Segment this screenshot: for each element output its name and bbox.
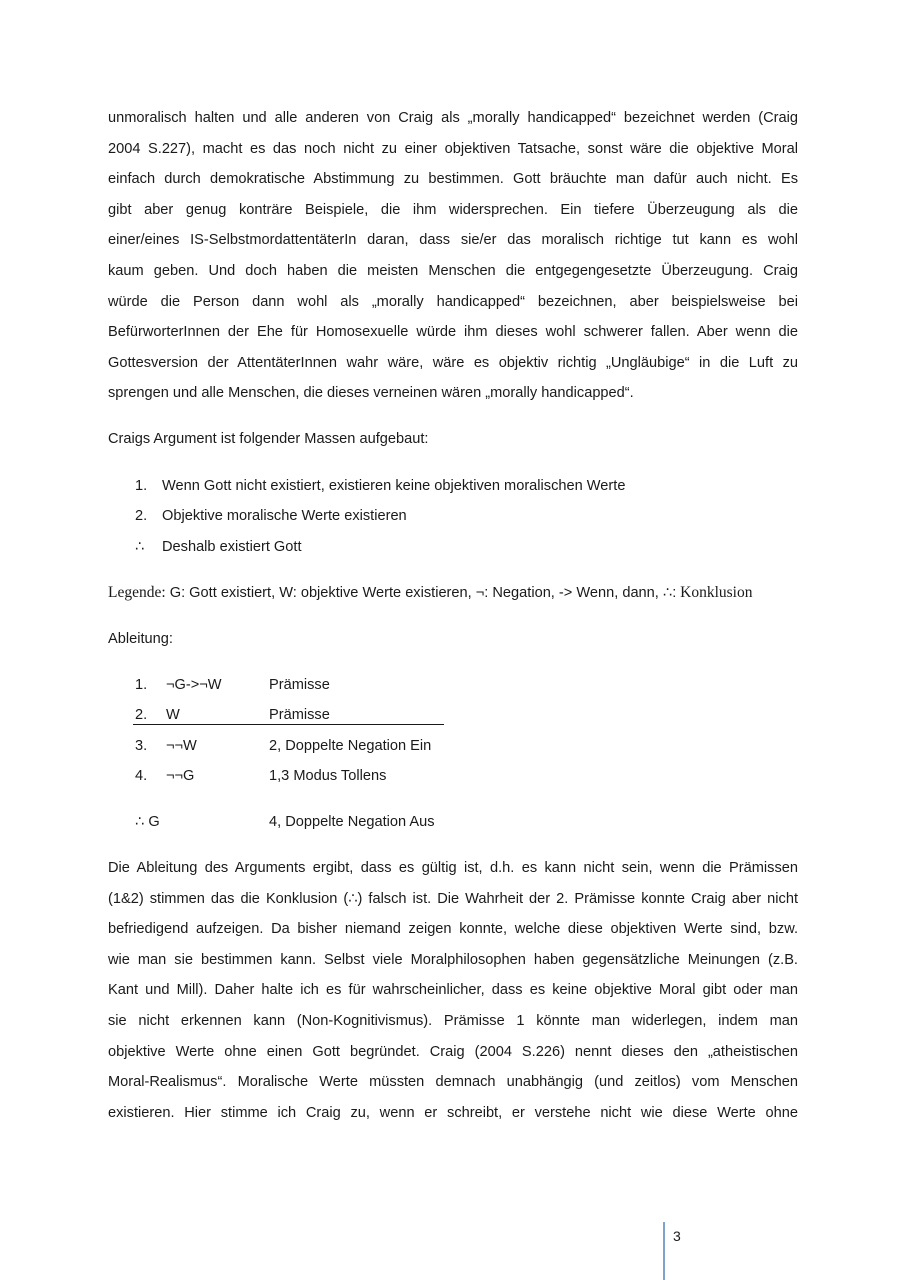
step-justification: 1,3 Modus Tollens	[269, 768, 387, 784]
legend	[108, 583, 752, 603]
paragraph-line: einfach durch demokratische Abstimmung zu bestimmen. Gott bräuchte man dafür auch nicht. Es	[108, 171, 798, 188]
paragraph-line: Die Ableitung des Arguments ergibt, dass es gültig ist, d.h. es kann nicht sein, wenn die Prämissen	[108, 860, 798, 876]
list-text: Deshalb existiert Gott	[162, 539, 302, 555]
paragraph-line: sie nicht erkennen kann (Non-Kognitivismus). Prämisse 1 könnte man widerlegen, indem man	[108, 1012, 798, 1029]
paragraph-line: würde die Person dann wohl als „morally handicapped“ bezeichnen, aber beispielsweise bei	[108, 293, 798, 310]
premise-divider	[133, 724, 444, 725]
legend-conclusion: Konklusion	[676, 584, 753, 601]
list-text: Objektive moralische Werte existieren	[162, 508, 407, 524]
paragraph-line: BefürworterInnen der Ehe für Homosexuelle würde ihm dieses wohl schwerer fallen. Aber wenn die	[108, 324, 798, 341]
conclusion-formula: ∴ G	[135, 814, 160, 830]
step-number: 1.	[135, 677, 148, 693]
step-justification: Prämisse	[269, 707, 330, 723]
step-justification: 2, Doppelte Negation Ein	[269, 738, 432, 754]
paragraph-line: Gottesversion der AttentäterInnen wahr wäre, wäre es objektiv richtig „Ungläubige“ in die Luft zu	[108, 354, 798, 371]
legend-body: G: Gott existiert, W: objektive Werte existieren, ¬: Negation, -> Wenn, dann,	[165, 585, 663, 601]
page-number: 3	[673, 1228, 681, 1244]
paragraph-line: objektive Werte ohne einen Gott begründet. Craig (2004 S.226) nennt dieses den „atheistischen	[108, 1043, 798, 1060]
page-number-bar	[663, 1222, 665, 1280]
body-paragraph-2	[108, 853, 798, 1128]
step-formula: W	[166, 707, 180, 723]
therefore-symbol: ∴	[135, 539, 145, 555]
argument-intro: Craigs Argument ist folgender Massen aufgebaut:	[108, 431, 429, 447]
list-text: Wenn Gott nicht existiert, existieren keine objektiven moralischen Werte	[162, 478, 626, 494]
paragraph-line: sprengen und alle Menschen, die dieses verneinen wären „morally handicapped“.	[108, 385, 634, 402]
paragraph-line: Kant und Mill). Daher halte ich es für wahrscheinlicher, dass es keine objektive Moral gibt oder man	[108, 982, 798, 999]
step-number: 3.	[135, 738, 148, 754]
step-formula: ¬¬W	[166, 738, 197, 754]
paragraph-line: kaum geben. Und doch haben die meisten Menschen die entgegengesetzte Überzeugung. Craig	[108, 262, 798, 279]
step-justification: 4, Doppelte Negation Aus	[269, 814, 435, 830]
paragraph-line: existieren. Hier stimme ich Craig zu, wenn er schreibt, er verstehe nicht wie diese Werte ohne	[108, 1104, 798, 1121]
paragraph-line: gibt aber genug konträre Beispiele, die ihm widersprechen. Ein tiefere Überzeugung als die	[108, 201, 798, 218]
derivation-title: Ableitung:	[108, 631, 173, 647]
step-formula: ¬G->¬W	[166, 677, 222, 693]
therefore-symbol: ∴:	[662, 585, 677, 601]
step-number: 2.	[135, 707, 148, 723]
list-marker: 2.	[135, 508, 148, 524]
paragraph-line: befriedigend aufzeigen. Da bisher niemand zeigen konnte, welche diese objektiven Werte sind, bzw.	[108, 921, 798, 938]
paragraph-line: Moral-Realismus“. Moralische Werte müssten demnach unabhängig (und zeitlos) vom Menschen	[108, 1074, 798, 1091]
body-paragraph-1	[108, 103, 798, 409]
paragraph-line: einer/eines IS-SelbstmordattentäterIn daran, dass sie/er das moralisch richtige tut kann es wohl	[108, 232, 798, 249]
legend-label: Legende:	[108, 584, 166, 601]
step-formula: ¬¬G	[166, 768, 195, 784]
step-number: 4.	[135, 768, 148, 784]
step-justification: Prämisse	[269, 677, 330, 693]
paragraph-line: wie man sie bestimmen kann. Selbst viele Moralphilosophen haben gegensätzliche Meinungen (z.B.	[108, 951, 798, 968]
paragraph-line: 2004 S.227), macht es das noch nicht zu einer objektiven Tatsache, sonst wäre die objektive Moral	[108, 140, 798, 157]
list-marker: 1.	[135, 478, 148, 494]
paragraph-line: unmoralisch halten und alle anderen von Craig als „morally handicapped“ bezeichnet werden (Craig	[108, 110, 798, 126]
paragraph-line: (1&2) stimmen das die Konklusion (∴) falsch ist. Die Wahrheit der 2. Prämisse konnte Craig aber nicht	[108, 890, 798, 907]
